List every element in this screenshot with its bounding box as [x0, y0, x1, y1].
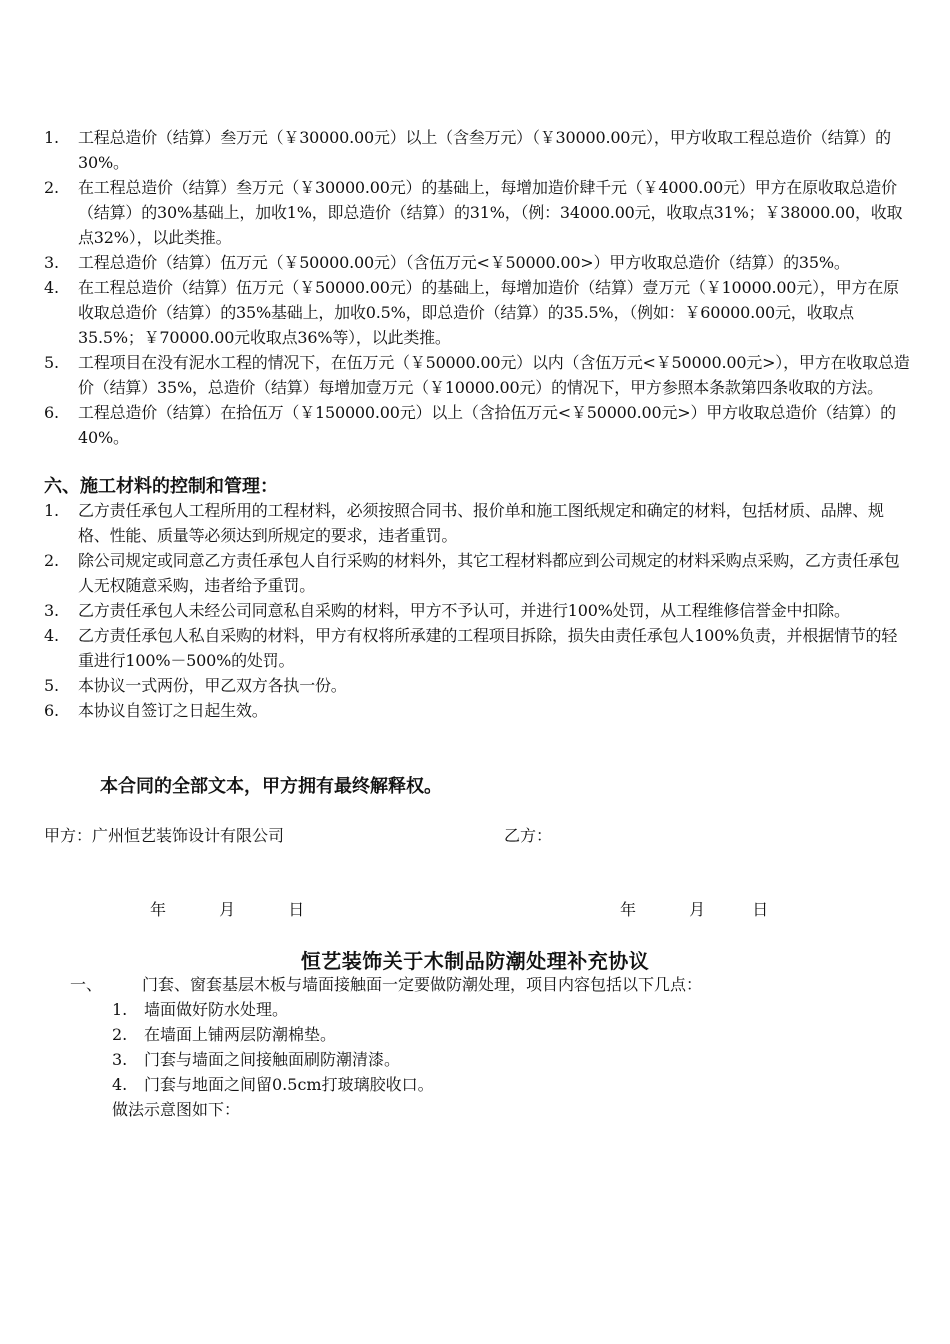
supplement-title: 恒艺装饰关于木制品防潮处理补充协议 [300, 949, 650, 973]
fee-clause [44, 125, 910, 175]
item-text: 在墙面上铺两层防潮棉垫。 [144, 1025, 337, 1044]
clause-number: 1. [44, 128, 59, 147]
intro-mark: 一、 [70, 975, 103, 994]
clause-text: 在工程总造价（结算）叁万元（￥30000.00元）的基础上，每增加造价肆千元（￥4000.00元）甲方在原收取总造价（结算）的30%基础上，加收1%，即总造价（结算）的31%，（例：34000.00元，收取点31%；￥38000.00，收取点32%），以此类推。 [78, 178, 903, 247]
supplement-item [112, 1072, 812, 1097]
fee-clause [44, 175, 910, 250]
section-six-heading: 六、施工材料的控制和管理： [44, 476, 278, 497]
party-b-date [620, 897, 768, 920]
material-clause [44, 698, 910, 723]
material-clause [44, 623, 910, 673]
item-text: 墙面做好防水处理。 [144, 1000, 289, 1019]
fee-clause [44, 400, 910, 450]
supplement-item [112, 1047, 812, 1072]
clause-text: 工程总造价（结算）在拾伍万（￥150000.00元）以上（含拾伍万元<￥50000.00元>）甲方收取总造价（结算）的40%。 [78, 403, 896, 447]
clause-text: 本协议自签订之日起生效。 [78, 701, 268, 720]
item-number: 1. [112, 1000, 128, 1019]
clause-text: 乙方责任承包人私自采购的材料，甲方有权将所承建的工程项目拆除，损失由责任承包人100%负责，并根据情节的轻重进行100%－500%的处罚。 [78, 626, 898, 670]
item-text: 门套与墙面之间接触面刷防潮清漆。 [144, 1050, 401, 1069]
party-a-date [150, 897, 304, 920]
party-a: 甲方：广州恒艺装饰设计有限公司 [44, 826, 285, 845]
clause-text: 乙方责任承包人工程所用的工程材料，必须按照合同书、报价单和施工图纸规定和确定的材料，包括材质、品牌、规格、性能、质量等必须达到所规定的要求，违者重罚。 [78, 501, 884, 545]
clause-number: 6. [44, 403, 59, 422]
clause-number: 6. [44, 701, 59, 720]
day-label: 日 [752, 900, 769, 919]
final-statement: 本合同的全部文本，甲方拥有最终解释权。 [100, 776, 442, 797]
clause-text: 工程总造价（结算）伍万元（￥50000.00元）（含伍万元<￥50000.00>）甲方收取总造价（结算）的35%。 [78, 253, 850, 272]
fee-clause [44, 250, 910, 275]
clause-text: 工程项目在没有泥水工程的情况下，在伍万元（￥50000.00元）以内（含伍万元<￥50000.00元>），甲方在收取总造价（结算）35%，总造价（结算）每增加壹万元（￥10000.00元）的情况下，甲方参照本条款第四条收取的方法。 [78, 353, 910, 397]
supplement-item-list [112, 997, 812, 1097]
month-label: 月 [689, 900, 706, 919]
clause-number: 2. [44, 178, 59, 197]
material-clause [44, 598, 910, 623]
diagram-note: 做法示意图如下： [112, 1100, 241, 1119]
year-label: 年 [620, 900, 637, 919]
supplement-intro [70, 973, 702, 997]
clause-text: 本协议一式两份，甲乙双方各执一份。 [78, 676, 347, 695]
clause-text: 乙方责任承包人未经公司同意私自采购的材料，甲方不予认可，并进行100%处罚，从工程维修信誉金中扣除。 [78, 601, 850, 620]
clause-number: 4. [44, 626, 59, 645]
item-number: 3. [112, 1050, 128, 1069]
supplement-item [112, 997, 812, 1022]
clause-number: 5. [44, 676, 59, 695]
fee-clause [44, 275, 910, 350]
intro-text: 门套、窗套基层木板与墙面接触面一定要做防潮处理，项目内容包括以下几点： [142, 975, 703, 994]
material-clause-list [44, 498, 910, 723]
clause-number: 3. [44, 253, 59, 272]
party-b: 乙方： [504, 826, 553, 845]
clause-number: 3. [44, 601, 59, 620]
clause-number: 1. [44, 501, 59, 520]
clause-text: 除公司规定或同意乙方责任承包人自行采购的材料外，其它工程材料都应到公司规定的材料采购点采购，乙方责任承包人无权随意采购，违者给予重罚。 [78, 551, 900, 595]
item-number: 2. [112, 1025, 128, 1044]
fee-clause-list [44, 125, 910, 450]
clause-text: 在工程总造价（结算）伍万元（￥50000.00元）的基础上，每增加造价（结算）壹万元（￥10000.00元），甲方在原收取总造价（结算）的35%基础上，加收0.5%，即总造价（结算）的35.5%，（例如：￥60000.00元，收取点35.5%；￥70000.00元收取点36%等），以此类推。 [78, 278, 899, 347]
item-text: 门套与地面之间留0.5cm打玻璃胶收口。 [144, 1075, 434, 1094]
clause-number: 2. [44, 551, 59, 570]
material-clause [44, 548, 910, 598]
day-label: 日 [288, 900, 305, 919]
item-number: 4. [112, 1075, 128, 1094]
month-label: 月 [219, 900, 236, 919]
clause-number: 5. [44, 353, 59, 372]
fee-clause [44, 350, 910, 400]
material-clause [44, 498, 910, 548]
supplement-item [112, 1022, 812, 1047]
year-label: 年 [150, 900, 167, 919]
material-clause [44, 673, 910, 698]
clause-number: 4. [44, 278, 59, 297]
clause-text: 工程总造价（结算）叁万元（￥30000.00元）以上（含叁万元）（￥30000.00元），甲方收取工程总造价（结算）的30%。 [78, 128, 891, 172]
